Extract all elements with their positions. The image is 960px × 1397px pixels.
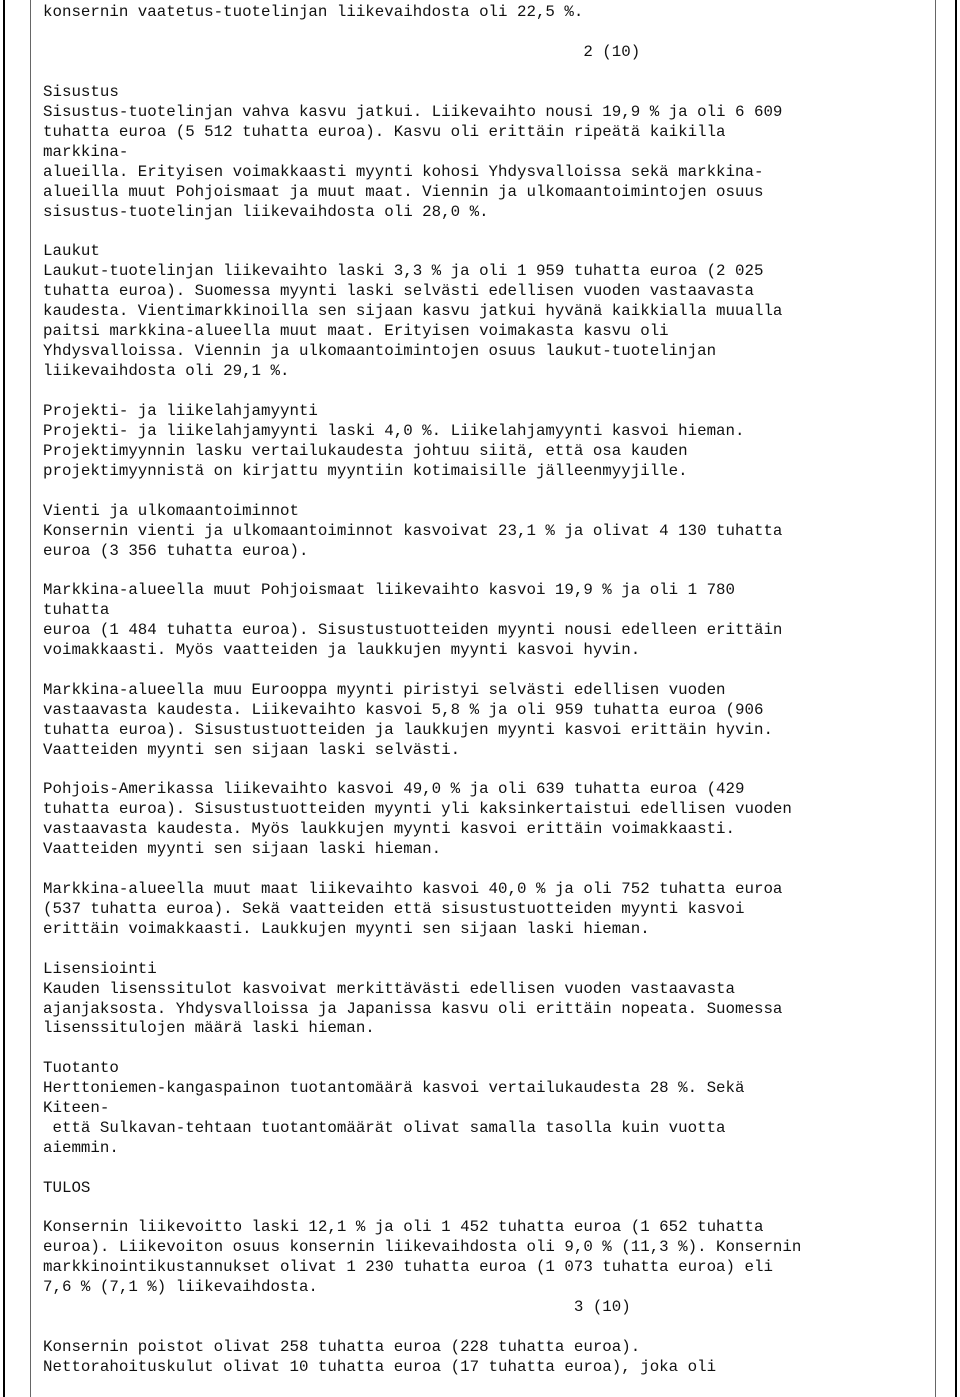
text-line: aiemmin. [43, 1139, 119, 1157]
text-line: Sisustus-tuotelinjan vahva kasvu jatkui. Liikevaihto nousi 19,9 % ja oli 6 609 [43, 103, 783, 121]
text-line: liikevaihdosta oli 29,1 %. [43, 362, 290, 380]
text-line: tuhatta euroa). Sisustustuotteiden myynti yli kaksinkertaistui edellisen vuoden [43, 800, 792, 818]
text-line: Projekti- ja liikelahjamyynti laski 4,0 %. Liikelahjamyynti kasvoi hieman. [43, 422, 745, 440]
text-line: Pohjois-Amerikassa liikevaihto kasvoi 49,0 % ja oli 639 tuhatta euroa (429 [43, 780, 745, 798]
section-heading: Projekti- ja liikelahjamyynti [43, 402, 318, 420]
text-line: erittäin voimakkaasti. Laukkujen myynti sen sijaan laski hieman. [43, 920, 650, 938]
text-line: tuhatta euroa). Sisustustuotteiden ja laukkujen myynti kasvoi erittäin hyvin. [43, 721, 773, 739]
text-line: tuhatta euroa). Suomessa myynti laski selvästi edellisen vuoden vastaavasta [43, 282, 754, 300]
text-line: Vaatteiden myynti sen sijaan laski selvästi. [43, 741, 461, 759]
text-line: Yhdysvalloissa. Viennin ja ulkomaantoimintojen osuus laukut-tuotelinjan [43, 342, 717, 360]
text-line: projektimyynnistä on kirjattu myyntiin kotimaisille jälleenmyyjille. [43, 462, 688, 480]
text-line: että Sulkavan-tehtaan tuotantomäärät olivat samalla tasolla kuin vuotta [43, 1119, 726, 1137]
text-line: paitsi markkina-alueella muut maat. Erityisen voimakasta kasvu oli [43, 322, 669, 340]
text-line: kaudesta. Vientimarkkinoilla sen sijaan kasvu jatkui hyvänä kaikkialla muualla [43, 302, 783, 320]
text-line: 7,6 % (7,1 %) liikevaihdosta. [43, 1278, 318, 1296]
text-line: markkina- [43, 143, 129, 161]
text-line: Markkina-alueella muut maat liikevaihto kasvoi 40,0 % ja oli 752 tuhatta euroa [43, 880, 783, 898]
section-heading: Laukut [43, 242, 100, 260]
text-line: tuhatta [43, 601, 110, 619]
section-heading: Vienti ja ulkomaantoiminnot [43, 502, 299, 520]
page-border-left [3, 0, 5, 1397]
text-line: Nettorahoituskulut olivat 10 tuhatta euroa (17 tuhatta euroa), joka oli [43, 1358, 717, 1376]
text-line: (537 tuhatta euroa). Sekä vaatteiden että sisustustuotteiden myynti kasvoi [43, 900, 745, 918]
text-line: lisenssitulojen määrä laski hieman. [43, 1019, 375, 1037]
section-heading: TULOS [43, 1179, 91, 1197]
text-line: euroa (3 356 tuhatta euroa). [43, 542, 309, 560]
text-line: Projektimyynnin lasku vertailukaudesta johtuu siitä, että osa kauden [43, 442, 688, 460]
page-number: 2 (10) [43, 43, 641, 61]
text-line: Laukut-tuotelinjan liikevaihto laski 3,3 % ja oli 1 959 tuhatta euroa (2 025 [43, 262, 764, 280]
text-line: Konsernin poistot olivat 258 tuhatta euroa (228 tuhatta euroa). [43, 1338, 641, 1356]
page-margin-left [30, 0, 31, 1397]
text-line: alueilla. Erityisen voimakkaasti myynti kohosi Yhdysvalloissa sekä markkina- [43, 163, 764, 181]
text-line: Markkina-alueella muut Pohjoismaat liikevaihto kasvoi 19,9 % ja oli 1 780 [43, 581, 736, 599]
text-line: Markkina-alueella muu Eurooppa myynti piristyi selvästi edellisen vuoden [43, 681, 726, 699]
text-line: vastaavasta kaudesta. Myös laukkujen myynti kasvoi erittäin voimakkaasti. [43, 820, 736, 838]
text-line: Kiteen- [43, 1099, 110, 1117]
text-line: sisustus-tuotelinjan liikevaihdosta oli 28,0 %. [43, 203, 489, 221]
text-line: euroa). Liikevoiton osuus konsernin liikevaihdosta oli 9,0 % (11,3 %). Konsernin [43, 1238, 802, 1256]
text-line: markkinointikustannukset olivat 1 230 tuhatta euroa (1 073 tuhatta euroa) eli [43, 1258, 773, 1276]
text-line: konsernin vaatetus-tuotelinjan liikevaihdosta oli 22,5 %. [43, 3, 584, 21]
section-heading: Tuotanto [43, 1059, 119, 1077]
text-line: Vaatteiden myynti sen sijaan laski hieman. [43, 840, 442, 858]
text-line: ajanjaksosta. Yhdysvalloissa ja Japanissa kasvu oli erittäin nopeata. Suomessa [43, 1000, 783, 1018]
section-heading: Lisensiointi [43, 960, 157, 978]
text-line: alueilla muut Pohjoismaat ja muut maat. Viennin ja ulkomaantoimintojen osuus [43, 183, 764, 201]
text-line: tuhatta euroa (5 512 tuhatta euroa). Kasvu oli erittäin ripeätä kaikilla [43, 123, 726, 141]
section-heading: Sisustus [43, 83, 119, 101]
text-line: voimakkaasti. Myös vaatteiden ja laukkujen myynti kasvoi hyvin. [43, 641, 641, 659]
text-line: Konsernin liikevoitto laski 12,1 % ja oli 1 452 tuhatta euroa (1 652 tuhatta [43, 1218, 764, 1236]
text-line: Konsernin vienti ja ulkomaantoiminnot kasvoivat 23,1 % ja olivat 4 130 tuhatta [43, 522, 783, 540]
text-line: Herttoniemen-kangaspainon tuotantomäärä kasvoi vertailukaudesta 28 %. Sekä [43, 1079, 745, 1097]
page-border-right [955, 0, 957, 1397]
page-number: 3 (10) [43, 1298, 631, 1316]
text-line: euroa (1 484 tuhatta euroa). Sisustustuotteiden myynti nousi edelleen erittäin [43, 621, 783, 639]
text-line: Kauden lisenssitulot kasvoivat merkittävästi edellisen vuoden vastaavasta [43, 980, 736, 998]
page-margin-right [935, 0, 936, 1397]
text-line: vastaavasta kaudesta. Liikevaihto kasvoi 5,8 % ja oli 959 tuhatta euroa (906 [43, 701, 764, 719]
